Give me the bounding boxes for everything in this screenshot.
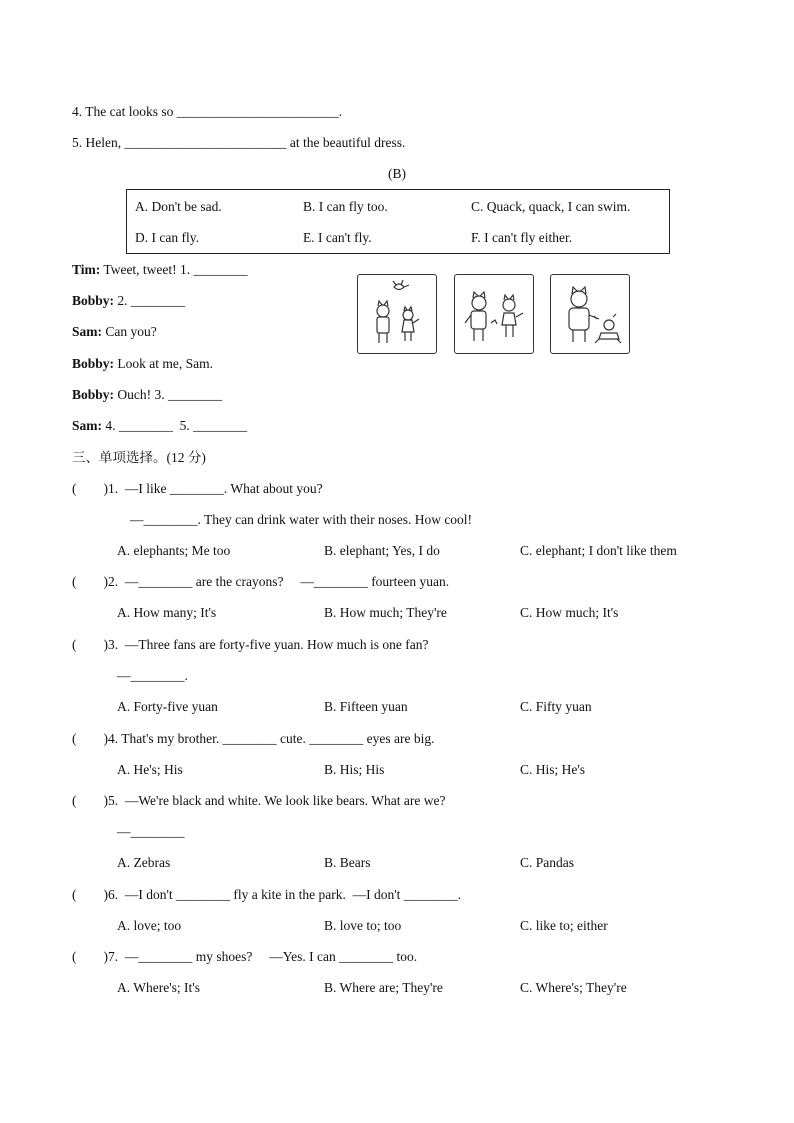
- question-5-option-c: C. Pandas: [520, 855, 574, 870]
- fill-in-question-5: 5. Helen, ________________________ at the beautiful dress.: [72, 135, 406, 150]
- dialogue-line-5: [72, 386, 222, 404]
- dialogue-line-1: [72, 261, 248, 279]
- question-7-option-b: B. Where are; They're: [324, 980, 443, 995]
- dialogue-text: 2. ________: [114, 293, 185, 308]
- question-1-option-b: B. elephant; Yes, I do: [324, 543, 440, 558]
- dialogue-text: Ouch! 3. ________: [114, 387, 223, 402]
- dialogue-line-2: [72, 292, 185, 310]
- question-4-option-a: A. He's; His: [117, 762, 183, 777]
- bird-and-two-cats-icon: [357, 274, 437, 354]
- option-b: B. I can fly too.: [303, 199, 388, 214]
- speaker-name: Sam:: [72, 324, 102, 339]
- question-4-option-b: B. His; His: [324, 762, 385, 777]
- cat-and-fallen-cat-icon: [550, 274, 630, 354]
- question-7-option-c: C. Where's; They're: [520, 980, 627, 995]
- question-1-reply: —________. They can drink water with their noses. How cool!: [130, 512, 473, 527]
- question-3-option-b: B. Fifteen yuan: [324, 699, 408, 714]
- speaker-name: Tim:: [72, 262, 101, 277]
- question-2-option-c: C. How much; It's: [520, 605, 619, 620]
- speaker-name: Sam:: [72, 418, 102, 433]
- option-e: E. I can't fly.: [303, 230, 372, 245]
- question-5-option-b: B. Bears: [324, 855, 371, 870]
- question-2-stem: ( )2. —________ are the crayons? —________ fourteen yuan.: [72, 574, 450, 589]
- speaker-name: Bobby:: [72, 356, 115, 371]
- question-5-option-a: A. Zebras: [117, 855, 171, 870]
- question-3-option-a: A. Forty-five yuan: [117, 699, 218, 714]
- question-7-option-a: A. Where's; It's: [117, 980, 200, 995]
- question-3-option-c: C. Fifty yuan: [520, 699, 592, 714]
- question-6-option-c: C. like to; either: [520, 918, 608, 933]
- dialogue-text: Tweet, tweet! 1. ________: [100, 262, 248, 277]
- question-4-option-c: C. His; He's: [520, 762, 586, 777]
- question-6-option-a: A. love; too: [117, 918, 182, 933]
- speaker-name: Bobby:: [72, 387, 115, 402]
- question-2-option-a: A. How many; It's: [117, 605, 217, 620]
- question-1-stem: ( )1. —I like ________. What about you?: [72, 481, 323, 496]
- dialogue-text: 4. ________ 5. ________: [102, 418, 248, 433]
- dialogue-line-4: [72, 355, 213, 373]
- option-c: C. Quack, quack, I can swim.: [471, 199, 631, 214]
- question-3-stem: ( )3. —Three fans are forty-five yuan. How much is one fan?: [72, 637, 429, 652]
- two-cats-talking-icon: [454, 274, 534, 354]
- option-f: F. I can't fly either.: [471, 230, 573, 245]
- question-7-stem: ( )7. —________ my shoes? —Yes. I can ________ too.: [72, 949, 418, 964]
- question-1-option-a: A. elephants; Me too: [117, 543, 231, 558]
- dialogue-text: Can you?: [102, 324, 157, 339]
- question-6-stem: ( )6. —I don't ________ fly a kite in the park. —I don't ________.: [72, 887, 462, 902]
- option-d: D. I can fly.: [135, 230, 199, 245]
- dialogue-line-6: [72, 417, 247, 435]
- speaker-name: Bobby:: [72, 293, 115, 308]
- question-1-option-c: C. elephant; I don't like them: [520, 543, 677, 558]
- option-a: A. Don't be sad.: [135, 199, 222, 214]
- question-5-stem: ( )5. —We're black and white. We look like bears. What are we?: [72, 793, 446, 808]
- question-4-stem: ( )4. That's my brother. ________ cute. ________ eyes are big.: [72, 731, 435, 746]
- question-6-option-b: B. love to; too: [324, 918, 402, 933]
- dialogue-text: Look at me, Sam.: [114, 356, 214, 371]
- question-3-reply: —________.: [117, 668, 188, 683]
- question-2-option-b: B. How much; They're: [324, 605, 447, 620]
- dialogue-line-3: [72, 323, 157, 341]
- part-b-heading: (B): [388, 166, 406, 181]
- fill-in-question-4: 4. The cat looks so ________________________.: [72, 104, 343, 119]
- section-title: 三、单项选择。(12 分): [72, 450, 206, 465]
- question-5-reply: —________: [117, 824, 185, 839]
